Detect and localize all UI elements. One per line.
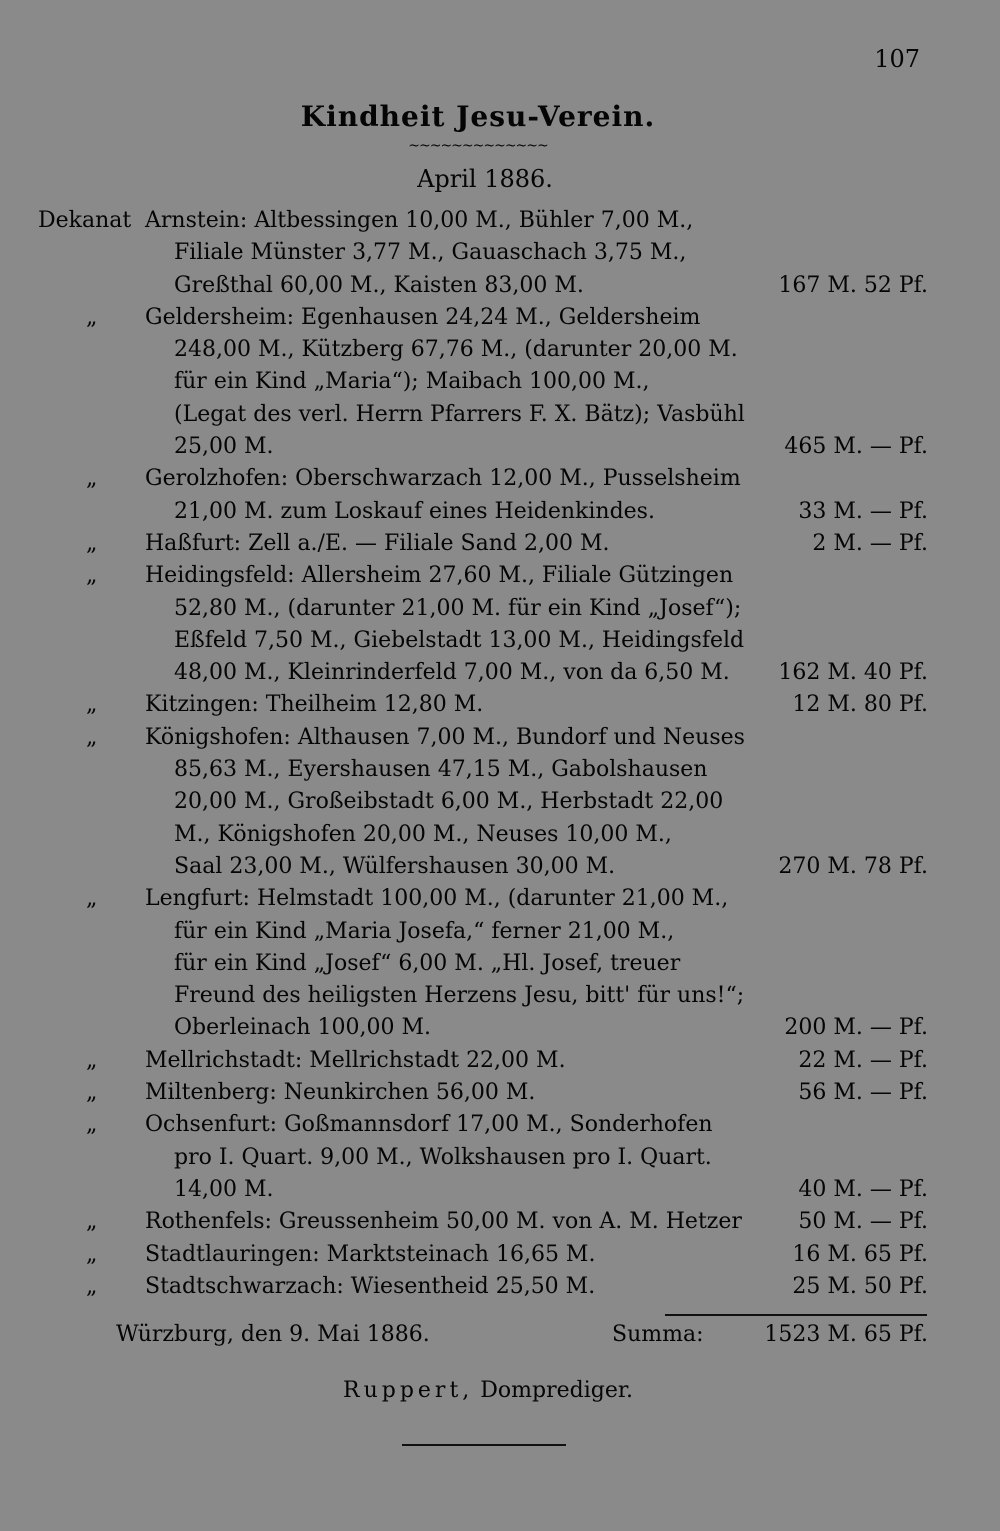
line-amount: 270 M. 78 Pf. <box>778 853 928 879</box>
line-text: Freund des heiligsten Herzens Jesu, bitt' für uns!“; <box>174 983 745 1009</box>
ledger-line <box>0 948 1000 980</box>
line-text: 21,00 M. zum Loskauf eines Heidenkindes. <box>174 498 655 524</box>
line-amount: 12 M. 80 Pf. <box>792 692 928 718</box>
ditto-mark: „ <box>86 530 98 556</box>
line-text: Heidingsfeld: Allersheim 27,60 M., Filiale Gützingen <box>145 563 734 589</box>
line-text: Lengfurt: Helmstadt 100,00 M., (darunter 21,00 M., <box>145 886 729 912</box>
ditto-mark: „ <box>86 1047 98 1073</box>
ledger-line <box>0 399 1000 431</box>
ledger-line <box>0 1271 1000 1303</box>
signature-title: Domprediger. <box>480 1378 633 1403</box>
line-amount: 56 M. — Pf. <box>798 1080 928 1106</box>
ledger-line <box>0 916 1000 948</box>
title-ornament: ~~~~~~~~~~~~~ <box>408 138 548 154</box>
line-text: 14,00 M. <box>174 1176 274 1202</box>
line-amount: 33 M. — Pf. <box>798 498 928 524</box>
line-amount: 2 M. — Pf. <box>812 530 928 556</box>
ditto-mark: „ <box>86 1112 98 1138</box>
line-amount: 22 M. — Pf. <box>798 1047 928 1073</box>
line-text: 20,00 M., Großeibstadt 6,00 M., Herbstadt 22,00 <box>174 789 724 815</box>
line-text: Mellrichstadt: Mellrichstadt 22,00 M. <box>145 1047 566 1073</box>
page-number: 107 <box>874 45 920 73</box>
ledger-line <box>0 1206 1000 1238</box>
line-text: Eßfeld 7,50 M., Giebelstadt 13,00 M., Heidingsfeld <box>174 627 745 653</box>
footer-line <box>0 1318 1000 1352</box>
ledger-line <box>0 1239 1000 1271</box>
line-text: 52,80 M., (darunter 21,00 M. für ein Kind „Josef“); <box>174 595 742 621</box>
ledger-line <box>0 819 1000 851</box>
ledger-line <box>0 1142 1000 1174</box>
ledger-line <box>0 270 1000 302</box>
ditto-mark: „ <box>86 1209 98 1235</box>
line-amount: 465 M. — Pf. <box>784 434 928 460</box>
ditto-mark: „ <box>86 886 98 912</box>
ledger-line <box>0 883 1000 915</box>
line-amount: 167 M. 52 Pf. <box>778 272 928 298</box>
line-text: Miltenberg: Neunkirchen 56,00 M. <box>145 1080 536 1106</box>
sum-rule <box>665 1314 927 1316</box>
line-text: (Legat des verl. Herrn Pfarrers F. X. Bätz); Vasbühl <box>174 401 745 427</box>
line-text: für ein Kind „Maria Josefa,“ ferner 21,00 M., <box>174 918 675 944</box>
line-text: Greßthal 60,00 M., Kaisten 83,00 M. <box>174 272 584 298</box>
line-text: Rothenfels: Greussenheim 50,00 M. von A. M. Hetzer <box>145 1209 742 1235</box>
ledger-line <box>0 722 1000 754</box>
line-amount: 40 M. — Pf. <box>798 1176 928 1202</box>
ditto-mark: „ <box>86 692 98 718</box>
ledger-line <box>0 302 1000 334</box>
line-text: Kitzingen: Theilheim 12,80 M. <box>145 692 484 718</box>
line-amount: 16 M. 65 Pf. <box>792 1241 928 1267</box>
line-text: für ein Kind „Josef“ 6,00 M. „Hl. Josef, treuer <box>174 950 681 976</box>
ledger-line <box>0 463 1000 495</box>
signature-name: Ruppert, <box>343 1378 474 1403</box>
ledger-line <box>0 237 1000 269</box>
line-text: Saal 23,00 M., Wülfershausen 30,00 M. <box>174 853 616 879</box>
ledger-line <box>0 625 1000 657</box>
ditto-mark: „ <box>86 466 98 492</box>
ledger-line <box>0 593 1000 625</box>
line-amount: 25 M. 50 Pf. <box>792 1273 928 1299</box>
ditto-mark: „ <box>86 1241 98 1267</box>
ledger-line <box>0 1045 1000 1077</box>
line-text: pro I. Quart. 9,00 M., Wolkshausen pro I. Quart. <box>174 1144 712 1170</box>
line-amount: 200 M. — Pf. <box>784 1015 928 1041</box>
ledger-line <box>0 851 1000 883</box>
page-title: Kindheit Jesu-Verein. <box>300 100 656 133</box>
summa-label: Summa: <box>612 1322 704 1347</box>
ledger-line <box>0 334 1000 366</box>
line-text: 25,00 M. <box>174 434 274 460</box>
donation-list <box>0 205 1000 1303</box>
place-date: Würzburg, den 9. Mai 1886. <box>116 1322 430 1347</box>
ledger-line <box>0 657 1000 689</box>
ledger-line <box>0 1077 1000 1109</box>
line-text: 48,00 M., Kleinrinderfeld 7,00 M., von da 6,50 M. <box>174 660 730 686</box>
line-text: Stadtschwarzach: Wiesentheid 25,50 M. <box>145 1273 596 1299</box>
ledger-line <box>0 496 1000 528</box>
ledger-line <box>0 431 1000 463</box>
line-text: Stadtlauringen: Marktsteinach 16,65 M. <box>145 1241 596 1267</box>
line-lead: Dekanat <box>38 208 132 233</box>
ledger-line <box>0 528 1000 560</box>
ditto-mark: „ <box>86 1080 98 1106</box>
ledger-line <box>0 786 1000 818</box>
total-amount: 1523 M. 65 Pf. <box>764 1322 928 1347</box>
ditto-mark: „ <box>86 563 98 589</box>
line-amount: 162 M. 40 Pf. <box>778 660 928 686</box>
ditto-mark: „ <box>86 724 98 750</box>
signature <box>0 1378 976 1403</box>
line-text: M., Königshofen 20,00 M., Neuses 10,00 M., <box>174 821 672 847</box>
line-text: Haßfurt: Zell a./E. — Filiale Sand 2,00 M. <box>145 530 610 556</box>
ledger-line <box>0 1012 1000 1044</box>
line-text: 248,00 M., Kützberg 67,76 M., (darunter 20,00 M. <box>174 337 738 363</box>
ledger-line <box>0 689 1000 721</box>
ditto-mark: „ <box>86 1273 98 1299</box>
line-text: Ochsenfurt: Goßmannsdorf 17,00 M., Sonderhofen <box>145 1112 713 1138</box>
line-text: Filiale Münster 3,77 M., Gauaschach 3,75 M., <box>174 240 687 266</box>
line-text: Oberleinach 100,00 M. <box>174 1015 432 1041</box>
ledger-line <box>0 560 1000 592</box>
line-text: Arnstein: Altbessingen 10,00 M., Bühler 7,00 M., <box>145 208 694 233</box>
line-text: 85,63 M., Eyershausen 47,15 M., Gabolshausen <box>174 757 708 783</box>
ditto-mark: „ <box>86 304 98 330</box>
date-heading: April 1886. <box>417 165 553 193</box>
ledger-line <box>0 754 1000 786</box>
ledger-line <box>0 1109 1000 1141</box>
line-text: Gerolzhofen: Oberschwarzach 12,00 M., Pusselsheim <box>145 466 741 492</box>
ledger-line <box>0 980 1000 1012</box>
line-text: Geldersheim: Egenhausen 24,24 M., Geldersheim <box>145 304 701 330</box>
line-text: Königshofen: Althausen 7,00 M., Bundorf und Neuses <box>145 724 745 750</box>
line-amount: 50 M. — Pf. <box>798 1209 928 1235</box>
ledger-line <box>0 366 1000 398</box>
ledger-line <box>0 1174 1000 1206</box>
line-text: für ein Kind „Maria“); Maibach 100,00 M., <box>174 369 650 395</box>
ledger-line <box>0 205 1000 237</box>
end-rule <box>402 1444 566 1446</box>
